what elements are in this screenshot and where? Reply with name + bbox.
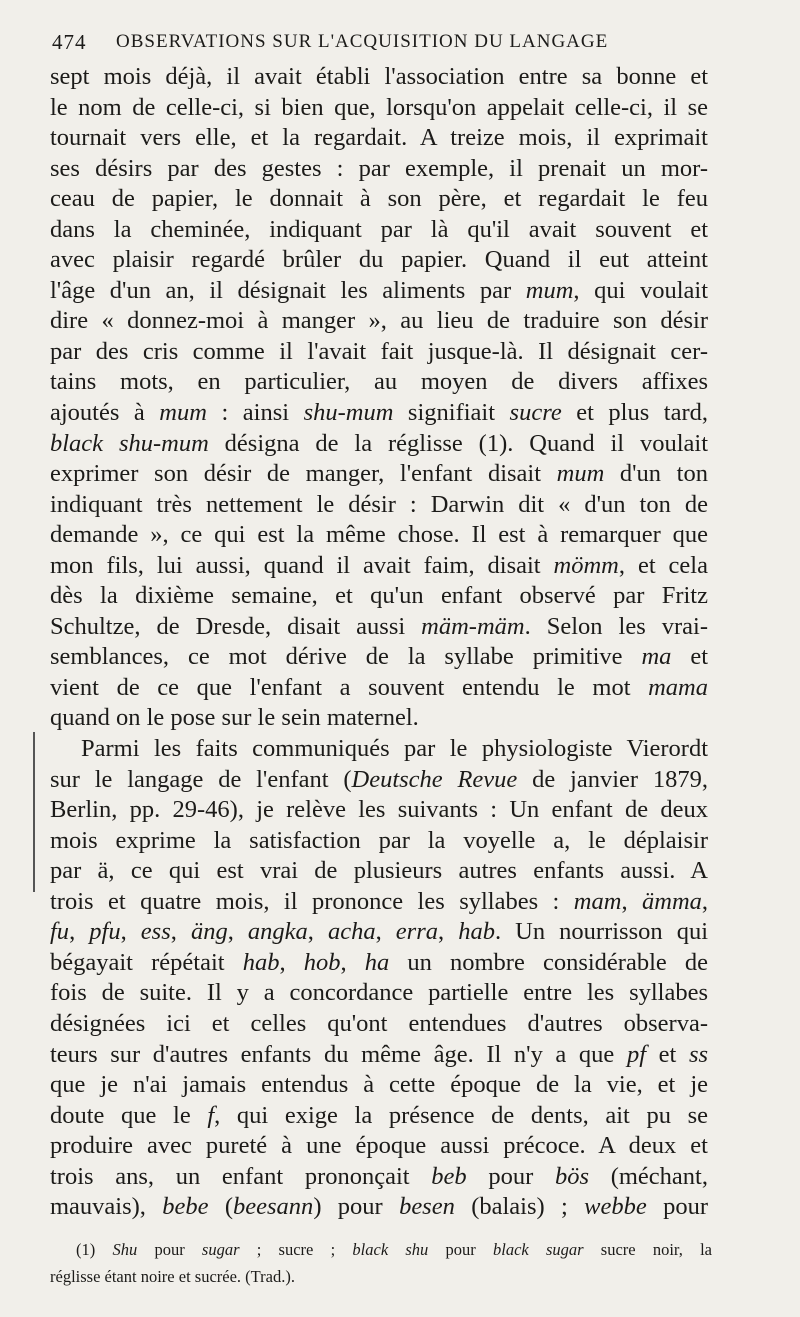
text-line	[50, 337, 708, 368]
text-run: ,	[340, 948, 365, 976]
page-number: 474	[52, 30, 87, 54]
italic-term: acha	[327, 918, 376, 946]
text-run: exprimer son désir de manger, l'enfant disait	[50, 460, 557, 488]
text-line	[50, 367, 708, 398]
text-run: , et cela	[618, 551, 708, 579]
text-run: fois de suite. Il y a concordance partielle entre les syllabes	[50, 979, 708, 1007]
text-line	[50, 276, 708, 307]
text-run: ,	[438, 918, 459, 946]
italic-term: mum	[525, 276, 574, 304]
text-run: ,	[621, 887, 642, 915]
text-line	[50, 734, 708, 765]
text-run: . Un nourrisson qui	[494, 918, 708, 946]
text-run: dire « donnez-moi à manger », au lieu de traduire son désir	[50, 307, 708, 335]
italic-term: mum	[556, 460, 605, 488]
text-run: ,	[170, 918, 191, 946]
italic-term: angka	[247, 918, 308, 946]
text-run: , qui exige la présence de dents, ait pu se	[214, 1101, 708, 1129]
italic-term: beb	[431, 1162, 467, 1190]
text-run: bégayait répétait	[50, 948, 243, 976]
text-run: sept mois déjà, il avait établi l'association entre sa bonne et	[50, 63, 708, 90]
text-run: dès la dixième semaine, et qu'un enfant observé par Fritz	[50, 582, 708, 610]
footnote	[50, 1236, 712, 1290]
text-line	[50, 184, 708, 215]
text-run: pour	[646, 1193, 708, 1221]
text-run: tains mots, en particulier, au moyen de divers affixes	[50, 368, 708, 396]
text-run: ; sucre ;	[239, 1240, 353, 1259]
text-line	[50, 1101, 708, 1132]
text-run: par des cris comme il l'avait fait jusque-là. Il désignait cer-	[50, 337, 708, 365]
text-run: signifiait	[393, 399, 510, 427]
italic-term: ma	[641, 643, 672, 671]
text-run: un nombre considérable de	[389, 948, 708, 976]
italic-term: black sugar	[493, 1240, 584, 1259]
text-run: semblances, ce mot dérive de la syllabe primitive	[50, 643, 642, 671]
text-run: trois ans, un enfant prononçait	[50, 1162, 432, 1190]
text-run: mon fils, lui aussi, quand il avait faim, disait	[50, 551, 554, 579]
text-run: pour	[466, 1162, 555, 1190]
italic-term: mäm-mäm	[421, 612, 525, 640]
text-run: et	[646, 1040, 689, 1068]
italic-term: hob	[303, 948, 341, 976]
text-run: dans la cheminée, indiquant par là qu'il avait souvent et	[50, 215, 708, 243]
italic-term: webbe	[584, 1193, 647, 1221]
italic-term: beesann	[233, 1193, 314, 1221]
text-line	[50, 1162, 708, 1193]
text-line	[50, 1192, 708, 1223]
text-line	[50, 948, 708, 979]
italic-term: Deutsche Revue	[351, 765, 518, 793]
italic-term: ss	[688, 1040, 708, 1068]
text-line	[50, 551, 708, 582]
text-line	[50, 245, 708, 276]
text-run: (balais) ;	[454, 1193, 585, 1221]
text-run: ,	[227, 918, 248, 946]
text-run: ,	[375, 918, 396, 946]
text-run: trois et quatre mois, il prononce les syllabes :	[50, 887, 574, 915]
text-line	[50, 917, 708, 948]
text-run: ,	[120, 918, 141, 946]
italic-term: mum	[159, 399, 207, 427]
italic-term: ämma	[642, 887, 702, 915]
text-run: doute que le	[50, 1101, 208, 1129]
text-run: : ainsi	[206, 399, 304, 427]
text-line	[50, 154, 708, 185]
text-run: pour	[137, 1240, 202, 1259]
text-line	[50, 62, 708, 93]
text-run: (1)	[76, 1240, 113, 1259]
text-run: désigna de la réglisse (1). Quand il voulait	[208, 429, 708, 457]
italic-term: shu-mum	[303, 399, 394, 427]
text-run: par ä, ce qui est vrai de plusieurs autres enfants aussi. A	[50, 857, 708, 885]
text-run: demande », ce qui est la même chose. Il est à remarquer que	[50, 521, 708, 549]
text-run: avec plaisir regardé brûler du papier. Quand il eut atteint	[50, 246, 708, 274]
text-line	[50, 856, 708, 887]
text-run: teurs sur d'autres enfants du même âge. Il n'y a que	[50, 1040, 627, 1068]
italic-term: mömm	[553, 551, 619, 579]
text-line	[50, 1131, 708, 1162]
text-line	[50, 1070, 708, 1101]
text-run: réglisse étant noire et sucrée. (Trad.).	[50, 1267, 295, 1286]
text-run: ,	[701, 887, 708, 915]
text-run: Berlin, pp. 29-46), je relève les suivants : Un enfant de deux	[50, 796, 708, 824]
text-run: Schultze, de Dresde, disait aussi	[50, 612, 422, 640]
text-line	[50, 642, 708, 673]
text-line	[50, 765, 708, 796]
text-run: sucre noir, la	[583, 1240, 712, 1259]
italic-term: hab	[458, 918, 495, 946]
italic-term: fu	[50, 918, 70, 946]
text-run: ,	[69, 918, 90, 946]
text-run: ajoutés à	[50, 399, 160, 427]
italic-term: Shu	[112, 1240, 138, 1259]
text-line	[50, 459, 708, 490]
text-run: que je n'ai jamais entendus à cette époque de la vie, et je	[50, 1071, 708, 1099]
text-run: mois exprime la satisfaction par la voyelle a, le déplaisir	[50, 826, 708, 854]
text-run: d'un ton	[604, 460, 708, 488]
text-run: tournait vers elle, et la regardait. A treize mois, il exprimait	[50, 124, 708, 152]
italic-term: pfu	[89, 918, 121, 946]
italic-term: erra	[395, 918, 438, 946]
text-line	[50, 93, 708, 124]
text-run: désignées ici et celles qu'ont entendues d'autres observa-	[50, 1009, 708, 1037]
margin-mark	[33, 732, 35, 892]
body-text	[50, 62, 708, 1223]
text-run: (méchant,	[589, 1162, 708, 1190]
text-run: pour	[428, 1240, 493, 1259]
text-line	[50, 429, 708, 460]
text-line	[50, 826, 708, 857]
italic-term: black shu	[352, 1240, 429, 1259]
italic-term: ha	[364, 948, 390, 976]
text-run: ,	[307, 918, 328, 946]
text-run: produire avec pureté à une époque aussi précoce. A deux et	[50, 1132, 708, 1160]
text-run: Parmi les faits communiqués par le physiologiste Vierordt	[81, 735, 708, 763]
text-line	[50, 490, 708, 521]
text-run: le nom de celle-ci, si bien que, lorsqu'on appelait celle-ci, il se	[50, 93, 708, 121]
text-line	[50, 887, 708, 918]
text-line	[50, 306, 708, 337]
text-line	[50, 215, 708, 246]
text-run: ses désirs par des gestes : par exemple, il prenait un mor-	[50, 154, 708, 182]
italic-term: bebe	[162, 1193, 209, 1221]
text-line	[50, 1009, 708, 1040]
text-run: l'âge d'un an, il désignait les aliments par	[50, 276, 526, 304]
text-run: (	[208, 1193, 234, 1221]
text-line	[50, 520, 708, 551]
text-run: et	[671, 643, 708, 671]
italic-term: black shu-mum	[50, 429, 209, 457]
italic-term: hab	[242, 948, 280, 976]
italic-term: f	[207, 1101, 215, 1129]
italic-term: sugar	[201, 1240, 240, 1259]
text-line	[50, 795, 708, 826]
text-run: de janvier 1879,	[517, 765, 708, 793]
footnote-line	[50, 1236, 712, 1263]
text-line	[50, 673, 708, 704]
italic-term: pf	[626, 1040, 646, 1068]
text-run: sur le langage de l'enfant (	[50, 765, 352, 793]
text-run: mauvais),	[50, 1193, 163, 1221]
text-run: , qui voulait	[573, 276, 708, 304]
text-run: ,	[279, 948, 304, 976]
italic-term: ess	[140, 918, 171, 946]
italic-term: mama	[648, 673, 708, 701]
italic-term: besen	[399, 1193, 455, 1221]
text-run: . Selon les vrai-	[524, 612, 708, 640]
text-line	[50, 703, 708, 734]
text-run: vient de ce que l'enfant a souvent entendu le mot	[50, 673, 649, 701]
text-run: ) pour	[313, 1193, 400, 1221]
text-line	[50, 398, 708, 429]
text-line	[50, 123, 708, 154]
footnote-line	[50, 1263, 712, 1290]
text-run: quand on le pose sur le sein maternel.	[50, 704, 419, 732]
italic-term: bös	[554, 1162, 590, 1190]
text-run: ceau de papier, le donnait à son père, et regardait le feu	[50, 185, 708, 213]
running-title: OBSERVATIONS SUR L'ACQUISITION DU LANGAGE	[116, 31, 609, 52]
text-line	[50, 978, 708, 1009]
italic-term: äng	[190, 918, 228, 946]
text-run: et plus tard,	[561, 399, 708, 427]
text-line	[50, 612, 708, 643]
text-line	[50, 1040, 708, 1071]
italic-term: mam	[573, 887, 622, 915]
text-line	[50, 581, 708, 612]
text-run: indiquant très nettement le désir : Darwin dit « d'un ton de	[50, 490, 708, 518]
italic-term: sucre	[509, 399, 562, 427]
